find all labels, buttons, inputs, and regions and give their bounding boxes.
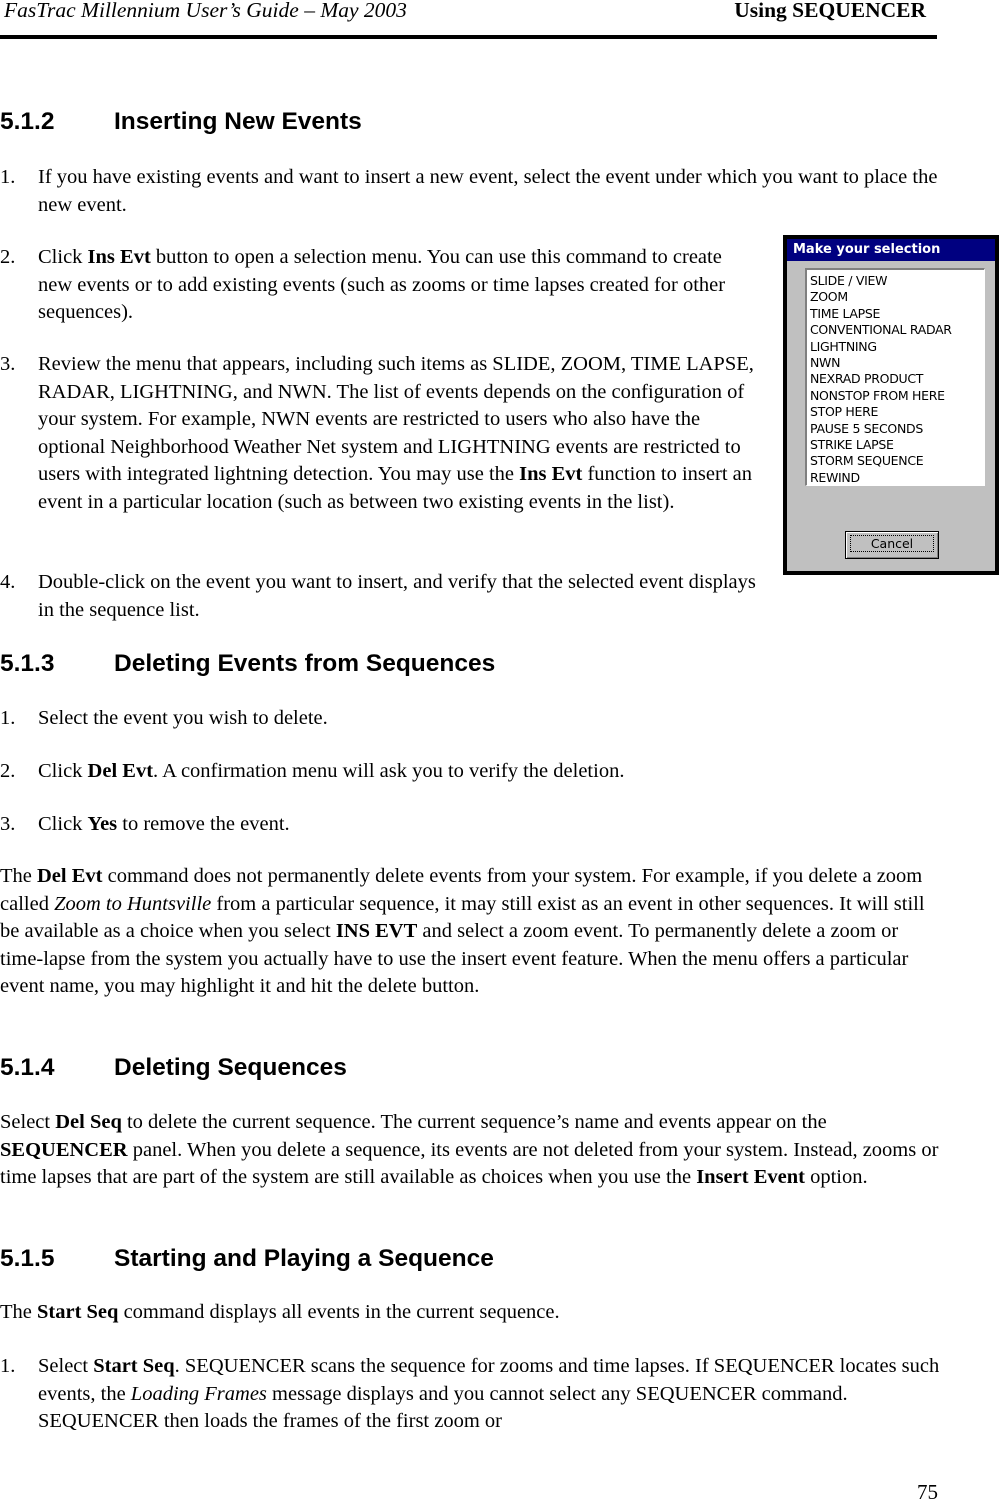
list-item[interactable]: NWN: [810, 354, 841, 370]
list-item[interactable]: STORM SEQUENCE: [810, 453, 924, 469]
list-item: 3. Click Yes to remove the event.: [0, 813, 290, 835]
heading-5-1-2: 5.1.2 Inserting New Events: [0, 108, 362, 135]
list-item: 4. Double-click on the event you want to insert, and verify that the selected event displays in the sequence list.: [0, 571, 756, 621]
list-item: 2. Click Del Evt. A confirmation menu will ask you to verify the deletion.: [0, 760, 625, 782]
list-item[interactable]: STRIKE LAPSE: [810, 436, 894, 452]
list-item[interactable]: PAUSE 5 SECONDS: [810, 420, 923, 436]
cancel-button[interactable]: Cancel: [845, 531, 939, 559]
header-section: Using SEQUENCER: [734, 0, 926, 22]
list-item[interactable]: CONVENTIONAL RADAR: [810, 322, 952, 338]
list-item: 1. Select the event you wish to delete.: [0, 707, 328, 729]
event-list[interactable]: [805, 268, 985, 486]
header-title: FasTrac Millennium User’s Guide – May 2003: [4, 0, 407, 22]
heading-5-1-3: 5.1.3 Deleting Events from Sequences: [0, 650, 496, 677]
list-item: 1. Select Start Seq. SEQUENCER scans the sequence for zooms and time lapses. If SEQUENCER locates such events, the Loading Frames message displays and you cannot select any SEQUENCER command. SEQUENCER then loads the frames of the first zoom or: [0, 1355, 940, 1432]
list-item: 1. If you have existing events and want to insert a new event, select the event under which you want to place the new event.: [0, 166, 938, 216]
list-item[interactable]: SLIDE / VIEW: [810, 273, 888, 288]
dialog-title: Make your selection: [787, 239, 995, 261]
list-item[interactable]: NEXRAD PRODUCT: [810, 371, 924, 387]
list-item[interactable]: ZOOM: [810, 289, 848, 305]
list-item[interactable]: NONSTOP FROM HERE: [810, 387, 945, 403]
list-item[interactable]: STOP HERE: [810, 404, 879, 420]
heading-5-1-5: 5.1.5 Starting and Playing a Sequence: [0, 1245, 494, 1272]
list-item[interactable]: TIME LAPSE: [810, 305, 881, 321]
header-rule: [0, 35, 937, 39]
list-item: 2. Click Ins Evt button to open a selection menu. You can use this command to create new events or to add existing events (such as zooms or time lapses created for other sequences).: [0, 246, 726, 323]
heading-5-1-4: 5.1.4 Deleting Sequences: [0, 1054, 347, 1081]
page-number: 75: [917, 1480, 938, 1504]
paragraph: Select Del Seq to delete the current sequence. The current sequence’s name and events appear on the SEQUENCER panel. When you delete a sequence, its events are not deleted from your system. Instead, zooms or time lapses that are part of the system are still available as choices when you use the Insert Event option.: [0, 1111, 939, 1188]
paragraph: The Del Evt command does not permanently delete events from your system. For example, if you delete a zoom called Zoom to Huntsville from a particular sequence, it may still exist as an event in other sequences. It will still be available as a choice when you select INS EVT and select a zoom event. To permanently delete a zoom or time-lapse from the system you actually have to use the insert event feature. When the menu offers a particular event name, you may highlight it and hit the delete button.: [0, 865, 925, 997]
paragraph: The Start Seq command displays all events in the current sequence.: [0, 1301, 560, 1323]
list-item[interactable]: REWIND: [810, 469, 860, 485]
list-item: 3. Review the menu that appears, including such items as SLIDE, ZOOM, TIME LAPSE, RADAR, LIGHTNING, and NWN. The list of events depends on the configuration of your system. For example, NWN events are restricted to users who also have the optional Neighborhood Weather Net system and LIGHTNING events are restricted to users with integrated lightning detection. You may use the Ins Evt function to insert an event in a particular location (such as between two existing events in the list).: [0, 353, 754, 513]
list-item[interactable]: LIGHTNING: [810, 338, 877, 354]
